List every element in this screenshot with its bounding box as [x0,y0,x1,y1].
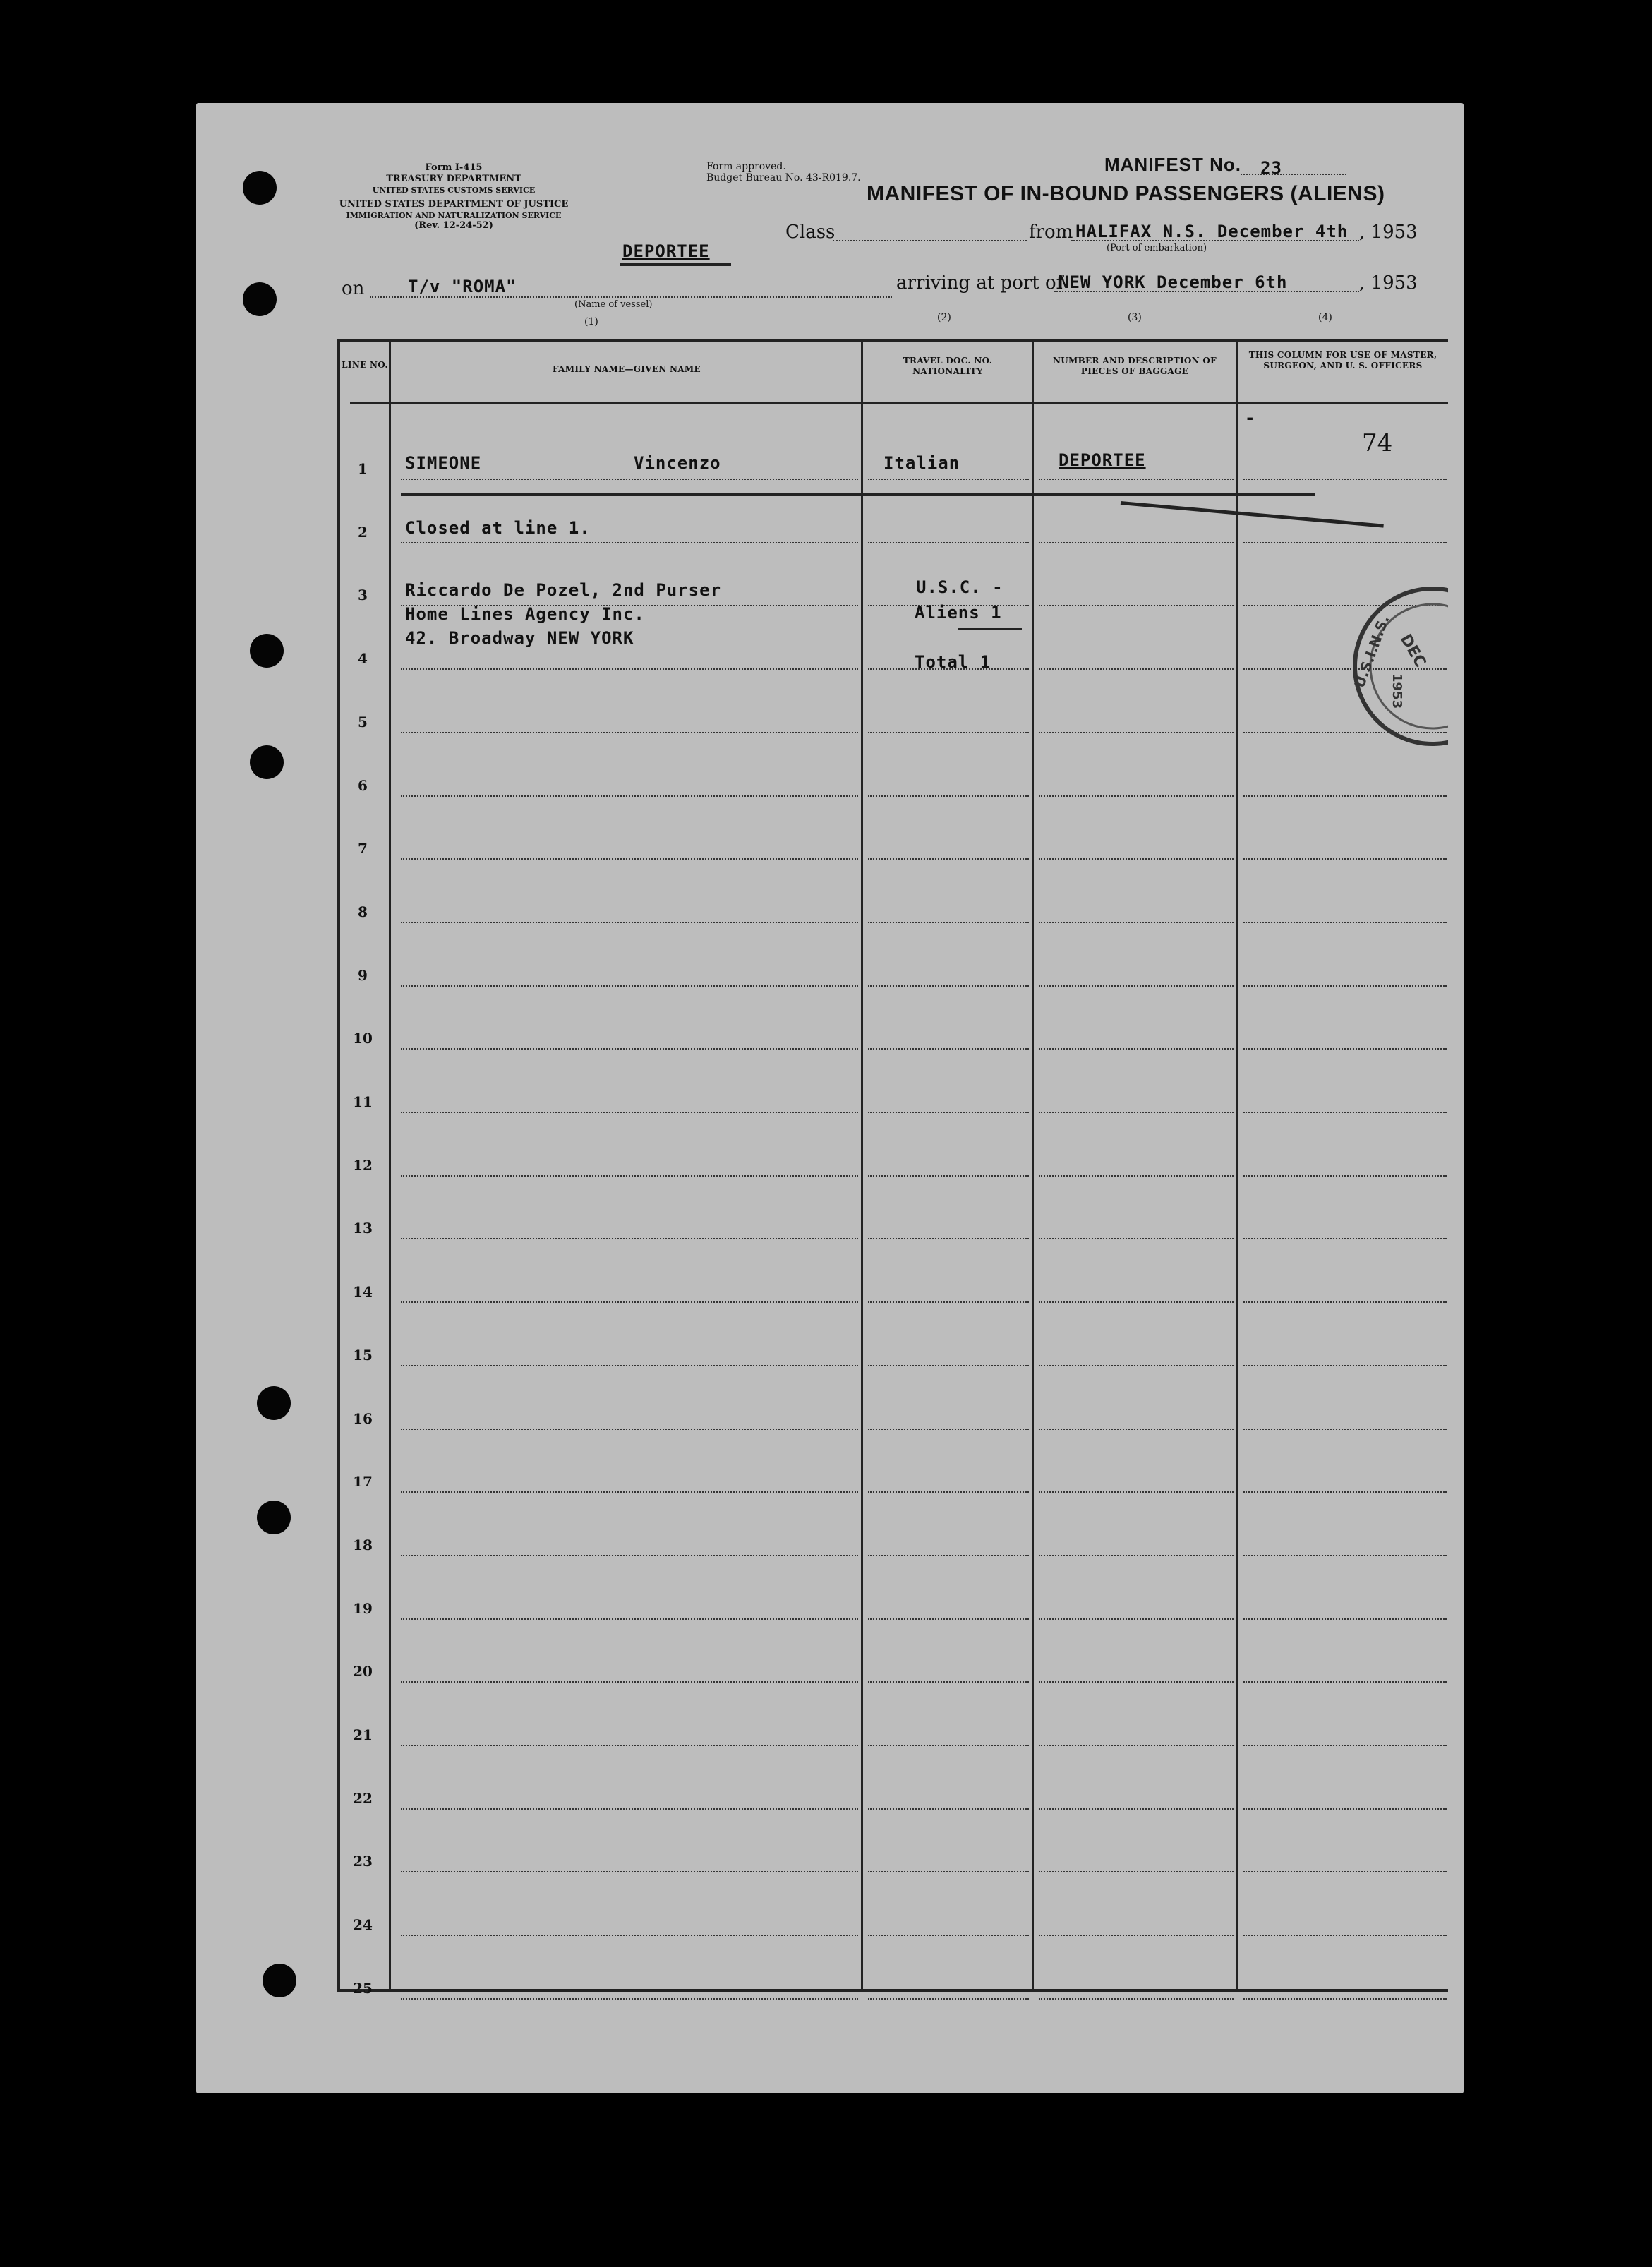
row-rule [1243,858,1447,860]
class-line [833,240,1027,241]
row-rule [1243,479,1447,480]
row-rule [401,795,858,797]
manifest-no-line [1241,174,1346,175]
line-number: 6 [358,776,368,794]
row-rule [1039,1555,1234,1556]
row-rule [1039,1429,1234,1430]
row-rule [1039,1112,1234,1113]
line-number: 2 [358,523,368,541]
row-rule [1243,985,1447,987]
class-stamp-underline [620,263,731,266]
table-header-bottom [350,402,1448,404]
on-label: on [342,278,365,299]
row2-closed-note: Closed at line 1. [405,518,591,538]
binder-hole [243,282,277,316]
line-number: 24 [353,1916,373,1934]
row1-family-name: SIMEONE [405,453,482,473]
row-rule [868,542,1029,543]
row-rule [401,1238,858,1239]
revision: (Rev. 12-24-52) [414,220,493,231]
row-rule [1039,605,1234,606]
row-rule [1243,1555,1447,1556]
row-rule [1039,1998,1234,2000]
row-rule [1039,1365,1234,1366]
line-number: 11 [353,1093,373,1110]
row-rule [1039,1048,1234,1050]
col-index-4: (4) [1318,312,1332,323]
row-rule [1243,1681,1447,1683]
row-rule [1243,1491,1447,1493]
vessel-name: T/v "ROMA" [408,277,517,296]
row-rule [868,1871,1029,1872]
row-rule [401,1745,858,1746]
row-rule [868,1112,1029,1113]
row-rule [1243,1301,1447,1303]
row-rule [401,1681,858,1683]
line-number: 19 [353,1599,373,1617]
port-of-arrival: NEW YORK December 6th [1059,272,1288,292]
line-number: 12 [353,1156,373,1174]
line-number: 18 [353,1536,373,1553]
row-rule [868,1998,1029,2000]
line-number: 16 [353,1409,373,1427]
dept-ins: IMMIGRATION AND NATURALIZATION SERVICE [346,211,562,220]
colhead-line-no: LINE NO. [342,360,388,370]
row-rule [868,1175,1029,1177]
vessel-line [370,296,892,298]
line-number: 20 [353,1663,373,1680]
row-rule [1243,1808,1447,1810]
row-rule [1243,1618,1447,1620]
row-rule [868,1365,1029,1366]
line-number: 22 [353,1789,373,1807]
binder-hole [257,1386,291,1420]
row-rule [1243,542,1447,543]
year-arrival: , 1953 [1359,272,1418,294]
row1-close-diagonal [1121,501,1384,528]
summary-rule [958,628,1022,630]
col-divider-baggage [1236,339,1238,1992]
vessel-caption: (Name of vessel) [574,299,653,310]
line-number: 4 [358,650,368,668]
line-number: 17 [353,1473,373,1491]
row-rule [401,1048,858,1050]
row-rule [1039,858,1234,860]
row-rule [1039,1681,1234,1683]
row-rule [868,1808,1029,1810]
row1-officer-mark: - [1245,408,1256,428]
summary-usc: U.S.C. - [916,577,1003,597]
col-divider-doc [1032,339,1034,1992]
line-number: 8 [358,903,368,920]
signature-line2: Home Lines Agency Inc. [405,604,645,624]
row-rule [1039,1935,1234,1936]
row-rule [1243,1429,1447,1430]
row-rule [1243,1745,1447,1746]
row-rule [401,1935,858,1936]
form-number: Form I-415 [425,162,483,173]
row-rule [1039,668,1234,670]
row-rule [401,1491,858,1493]
port-of-embarkation: HALIFAX N.S. December 4th [1075,222,1349,241]
dept-treasury: TREASURY DEPARTMENT [386,174,521,184]
manifest-page [196,103,1464,2093]
inspection-stamp [1332,583,1448,759]
row-rule [868,985,1029,987]
summary-total: Total 1 [915,652,991,672]
binder-hole [263,1964,296,1997]
row-rule [401,922,858,923]
row-rule [401,479,858,480]
row-rule [868,1618,1029,1620]
row-rule [401,1618,858,1620]
row-rule [868,1681,1029,1683]
class-label: Class [785,222,836,243]
row-rule [401,1555,858,1556]
line-number: 3 [358,587,368,604]
row-rule [401,858,858,860]
table-bottom-border [337,1989,1448,1992]
from-label: from [1029,222,1073,243]
line-number: 5 [358,713,368,730]
row-rule [1243,1175,1447,1177]
stamp-text-side: 1953 [1389,673,1404,709]
row-rule [1039,985,1234,987]
dept-customs: UNITED STATES CUSTOMS SERVICE [372,186,536,195]
arriving-label: arriving at port of [896,272,1063,294]
manifest-label: MANIFEST No. [1104,154,1241,175]
colhead-name: FAMILY NAME—GIVEN NAME [553,364,701,374]
row-rule [1039,479,1234,480]
row-rule [1039,1491,1234,1493]
col-index-2: (2) [937,312,951,323]
form-title: MANIFEST OF IN-BOUND PASSENGERS (ALIENS) [867,182,1385,205]
row-rule [401,732,858,733]
row-rule [1243,1112,1447,1113]
row-rule [401,1429,858,1430]
stamp-text-edge: U.S.I.N.S. [1351,613,1393,690]
row-rule [401,1808,858,1810]
row-rule [868,1048,1029,1050]
row-rule [1039,1871,1234,1872]
port-embark-caption: (Port of embarkation) [1107,243,1207,253]
row-rule [868,1301,1029,1303]
line-number: 1 [358,460,368,477]
row-rule [401,1175,858,1177]
row-rule [1039,542,1234,543]
row-rule [1039,1745,1234,1746]
line-number: 25 [353,1979,373,1997]
row-rule [868,1555,1029,1556]
row-rule [1039,1175,1234,1177]
binder-hole [257,1501,291,1534]
row-rule [868,1238,1029,1239]
row-rule [1243,1998,1447,2000]
row-rule [868,1935,1029,1936]
row-rule [868,795,1029,797]
binder-hole [243,171,277,205]
col-index-1: (1) [584,316,598,327]
line-number: 21 [353,1726,373,1743]
row-rule [868,858,1029,860]
row-rule [401,1998,858,2000]
binder-hole [250,634,284,668]
dept-justice: UNITED STATES DEPARTMENT OF JUSTICE [339,199,569,210]
year-embark: , 1953 [1359,222,1418,243]
row1-baggage: DEPORTEE [1059,450,1146,470]
stamp-text-top: DEC [1396,631,1430,671]
row-rule [401,1365,858,1366]
colhead-baggage: NUMBER AND DESCRIPTION OF PIECES OF BAGGAGE [1052,356,1217,376]
colhead-officers: THIS COLUMN FOR USE OF MASTER, SURGEON, AND U. S. OFFICERS [1248,350,1437,371]
table-left-border [337,339,340,1992]
line-number: 9 [358,966,368,984]
row-rule [1039,1301,1234,1303]
line-number: 13 [353,1220,373,1237]
row-rule [401,1301,858,1303]
signature-line1: Riccardo De Pozel, 2nd Purser [405,580,722,600]
class-stamp-deportee: DEPORTEE [622,241,710,261]
row-rule [1039,1238,1234,1239]
row-rule [868,732,1029,733]
line-number: 23 [353,1853,373,1870]
line-number: 10 [353,1030,373,1047]
table-top-border [337,339,1448,342]
budget-bureau: Budget Bureau No. 43-R019.7. [706,172,861,184]
row1-number: 74 [1362,429,1393,457]
row-rule [1243,795,1447,797]
row-rule [1243,1365,1447,1366]
row-rule [401,542,858,543]
row-rule [868,1429,1029,1430]
row-rule [868,479,1029,480]
row1-nationality: Italian [884,453,960,473]
row-rule [401,668,858,670]
row1-given-name: Vincenzo [634,453,721,473]
row-rule [1243,1871,1447,1872]
form-approved: Form approved. [706,161,786,172]
row-rule [1039,732,1234,733]
summary-aliens: Aliens 1 [915,603,1002,623]
col-divider-name [861,339,863,1992]
row-rule [1039,922,1234,923]
row-rule [1243,1238,1447,1239]
row-rule [1039,1618,1234,1620]
manifest-number: 23 [1260,158,1282,178]
col-divider-line [389,339,391,1992]
row-rule [868,1745,1029,1746]
row-rule [401,1112,858,1113]
row-rule [1243,922,1447,923]
line-number: 15 [353,1346,373,1364]
row-rule [1039,1808,1234,1810]
line-number: 7 [358,840,368,858]
row-rule [868,922,1029,923]
row-rule [868,1491,1029,1493]
row-rule [1039,795,1234,797]
row-rule [1243,1048,1447,1050]
signature-line3: 42. Broadway NEW YORK [405,628,634,648]
row1-close-line [401,493,1315,496]
line-number: 14 [353,1283,373,1301]
row-rule [1243,1935,1447,1936]
row-rule [401,985,858,987]
col-index-3: (3) [1128,312,1142,323]
row-rule [401,1871,858,1872]
colhead-doc: TRAVEL DOC. NO. NATIONALITY [903,356,993,376]
binder-hole [250,745,284,779]
